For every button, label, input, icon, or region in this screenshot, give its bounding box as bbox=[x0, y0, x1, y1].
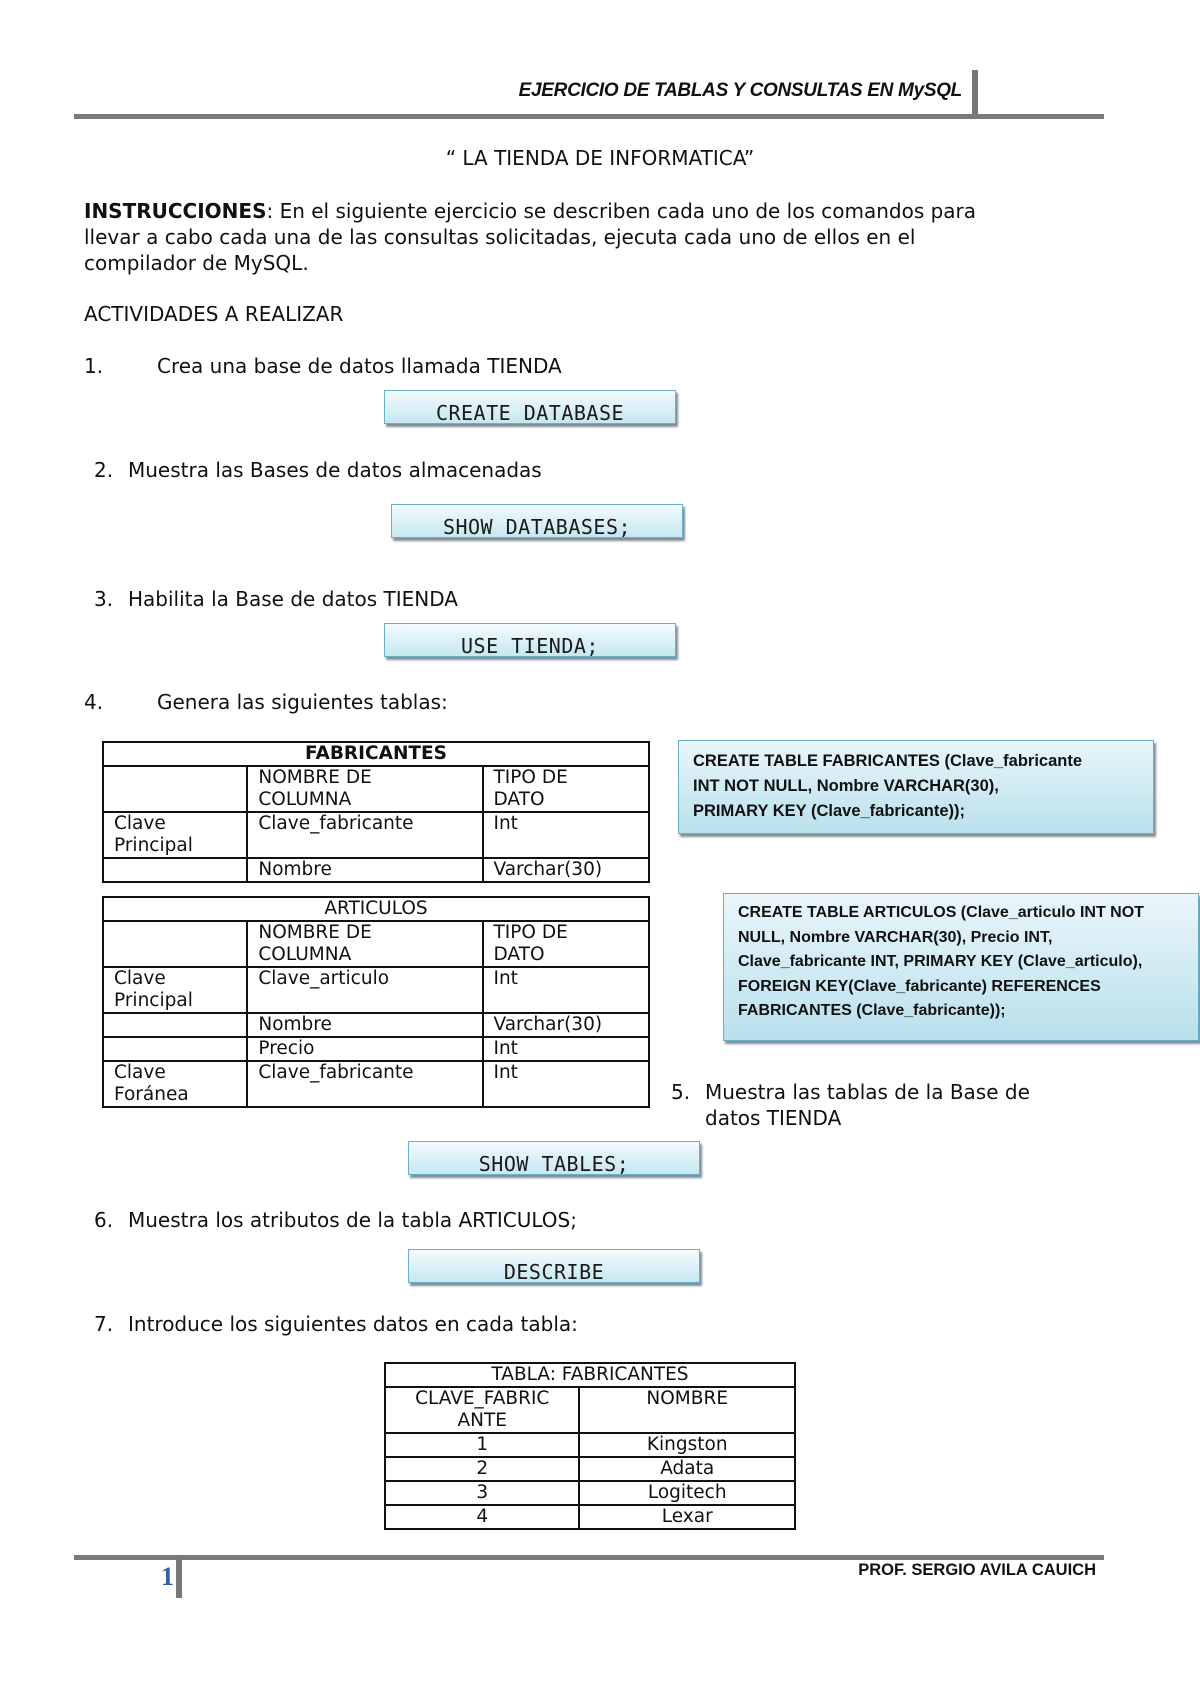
name-cell: Nombre bbox=[247, 1013, 482, 1037]
step-text: Genera las siguientes tablas: bbox=[157, 690, 448, 714]
step-number: 7. bbox=[94, 1312, 114, 1336]
articulos-schema-table bbox=[102, 896, 650, 1108]
step-number: 1. bbox=[84, 354, 104, 378]
step-7 bbox=[94, 1312, 578, 1336]
table-row bbox=[385, 1481, 795, 1505]
table-row bbox=[103, 1013, 649, 1037]
sql-command-describe: DESCRIBE bbox=[408, 1249, 700, 1283]
nombre-cell: Logitech bbox=[579, 1481, 795, 1505]
table-cell bbox=[103, 766, 247, 812]
instructions-line-1: : En el siguiente ejercicio se describen cada uno de los comandos para bbox=[266, 199, 977, 223]
step-text-continued: datos TIENDA bbox=[705, 1106, 842, 1130]
nombre-cell: Kingston bbox=[579, 1433, 795, 1457]
key-cell: Clave Foránea bbox=[103, 1061, 247, 1107]
sql-line: FOREIGN KEY(Clave_fabricante) REFERENCES bbox=[738, 977, 1101, 995]
fabricantes-schema-table bbox=[102, 741, 650, 883]
instructions-line-2: llevar a cabo cada una de las consultas solicitadas, ejecuta cada uno de ellos en el bbox=[84, 225, 916, 249]
sql-line: FABRICANTES (Clave_fabricante)); bbox=[738, 1002, 1006, 1019]
type-cell: Varchar(30) bbox=[483, 858, 650, 882]
key-cell: Clave Principal bbox=[103, 967, 247, 1013]
sql-command-use-tienda: USE TIENDA; bbox=[384, 623, 676, 657]
footer-author: PROF. SERGIO AVILA CAUICH bbox=[858, 1561, 1096, 1579]
step-text: Habilita la Base de datos TIENDA bbox=[128, 587, 458, 611]
table-header-row bbox=[103, 921, 649, 967]
sql-line: INT NOT NULL, Nombre VARCHAR(30), bbox=[693, 777, 999, 795]
step-text: Muestra los atributos de la tabla ARTICULOS; bbox=[128, 1208, 577, 1232]
sql-create-articulos-callout bbox=[723, 893, 1199, 1041]
table-row bbox=[103, 812, 649, 858]
column-header-type: TIPO DE DATO bbox=[483, 766, 650, 812]
name-cell: Nombre bbox=[247, 858, 482, 882]
sql-line: CREATE TABLE FABRICANTES (Clave_fabricante bbox=[693, 752, 1083, 770]
step-number: 4. bbox=[84, 690, 104, 714]
header-rule bbox=[74, 114, 1104, 119]
clave-cell: 3 bbox=[385, 1481, 579, 1505]
nombre-cell: Adata bbox=[579, 1457, 795, 1481]
column-header-name: NOMBRE DE COLUMNA bbox=[247, 921, 482, 967]
clave-cell: 2 bbox=[385, 1457, 579, 1481]
instructions-label: INSTRUCCIONES bbox=[84, 199, 267, 223]
table-header-row bbox=[103, 766, 649, 812]
footer-rule bbox=[74, 1555, 1104, 1560]
sql-command-show-tables: SHOW TABLES; bbox=[408, 1141, 700, 1175]
step-text: Muestra las Bases de datos almacenadas bbox=[128, 458, 542, 482]
step-number: 6. bbox=[94, 1208, 114, 1232]
sql-line: CREATE TABLE ARTICULOS (Clave_articulo INT NOT bbox=[738, 904, 1144, 921]
key-cell bbox=[103, 1013, 247, 1037]
type-cell: Int bbox=[483, 1061, 650, 1107]
table-header-row bbox=[385, 1387, 795, 1433]
step-text: Muestra las tablas de la Base de bbox=[705, 1080, 1030, 1104]
sql-line: PRIMARY KEY (Clave_fabricante)); bbox=[693, 802, 966, 820]
type-cell: Int bbox=[483, 967, 650, 1013]
table-row bbox=[103, 1037, 649, 1061]
table-row bbox=[385, 1505, 795, 1529]
name-cell: Precio bbox=[247, 1037, 482, 1061]
table-title: FABRICANTES bbox=[103, 742, 649, 766]
fabricantes-data-table bbox=[384, 1362, 796, 1530]
instructions-paragraph bbox=[84, 198, 1104, 276]
step-5 bbox=[671, 1079, 1030, 1131]
step-text: Crea una base de datos llamada TIENDA bbox=[157, 354, 562, 378]
clave-cell: 4 bbox=[385, 1505, 579, 1529]
name-cell: Clave_fabricante bbox=[247, 1061, 482, 1107]
key-cell: Clave Principal bbox=[103, 812, 247, 858]
name-cell: Clave_articulo bbox=[247, 967, 482, 1013]
header-divider bbox=[972, 70, 978, 116]
table-row bbox=[385, 1457, 795, 1481]
column-header-name: NOMBRE DE COLUMNA bbox=[247, 766, 482, 812]
sql-create-fabricantes-callout bbox=[678, 740, 1154, 834]
step-2 bbox=[94, 458, 542, 482]
page-number: 1 bbox=[161, 1562, 174, 1591]
column-header-nombre: NOMBRE bbox=[579, 1387, 795, 1433]
table-row bbox=[103, 858, 649, 882]
step-3 bbox=[94, 587, 458, 611]
sql-command-show-databases: SHOW DATABASES; bbox=[391, 504, 683, 538]
footer-divider bbox=[176, 1558, 182, 1598]
step-number: 3. bbox=[94, 587, 114, 611]
step-4 bbox=[84, 690, 448, 714]
sql-line: Clave_fabricante INT, PRIMARY KEY (Clave_articulo), bbox=[738, 953, 1143, 970]
table-title-row bbox=[103, 897, 649, 921]
step-text: Introduce los siguientes datos en cada tabla: bbox=[128, 1312, 578, 1336]
name-cell: Clave_fabricante bbox=[247, 812, 482, 858]
sql-line: NULL, Nombre VARCHAR(30), Precio INT, bbox=[738, 928, 1053, 946]
table-title: ARTICULOS bbox=[103, 897, 649, 921]
step-number: 5. bbox=[671, 1080, 691, 1104]
type-cell: Int bbox=[483, 1037, 650, 1061]
clave-cell: 1 bbox=[385, 1433, 579, 1457]
instructions-line-3: compilador de MySQL. bbox=[84, 251, 309, 275]
nombre-cell: Lexar bbox=[579, 1505, 795, 1529]
table-row bbox=[103, 1061, 649, 1107]
key-cell bbox=[103, 1037, 247, 1061]
type-cell: Varchar(30) bbox=[483, 1013, 650, 1037]
key-cell bbox=[103, 858, 247, 882]
section-title: ACTIVIDADES A REALIZAR bbox=[84, 302, 344, 326]
table-row bbox=[103, 967, 649, 1013]
table-title-row bbox=[385, 1363, 795, 1387]
step-6 bbox=[94, 1208, 577, 1232]
column-header-clave: CLAVE_FABRIC ANTE bbox=[385, 1387, 579, 1433]
table-title: TABLA: FABRICANTES bbox=[385, 1363, 795, 1387]
sql-command-create-database: CREATE DATABASE bbox=[384, 390, 676, 424]
column-header-type: TIPO DE DATO bbox=[483, 921, 650, 967]
table-row bbox=[385, 1433, 795, 1457]
table-cell bbox=[103, 921, 247, 967]
step-number: 2. bbox=[94, 458, 114, 482]
document-header-title: EJERCICIO DE TABLAS Y CONSULTAS EN MySQL bbox=[518, 80, 962, 101]
type-cell: Int bbox=[483, 812, 650, 858]
step-1 bbox=[84, 354, 562, 378]
document-title: “ LA TIENDA DE INFORMATICA” bbox=[445, 146, 755, 170]
table-title-row bbox=[103, 742, 649, 766]
